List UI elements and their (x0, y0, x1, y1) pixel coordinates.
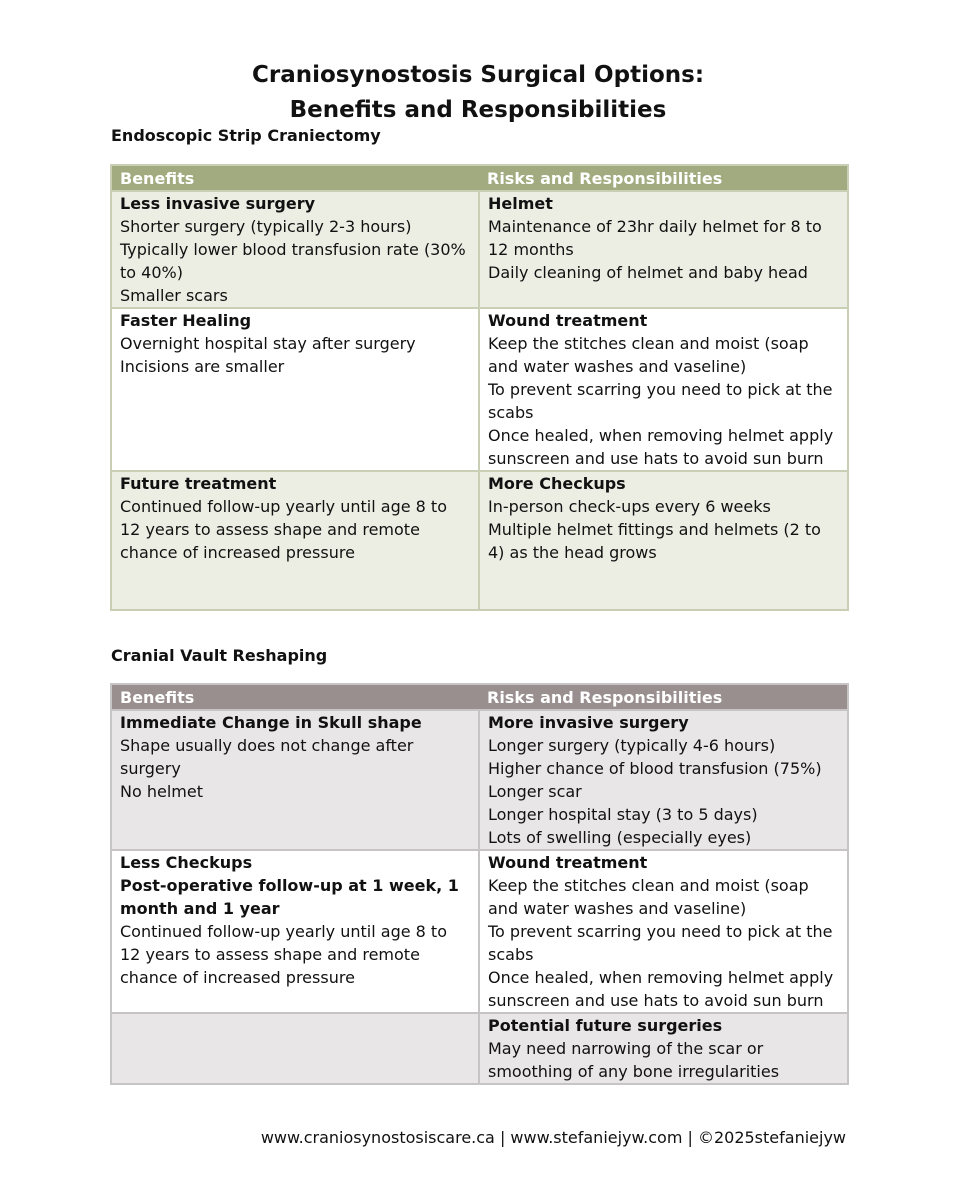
benefit-line: Shorter surgery (typically 2-3 hours) (120, 217, 412, 236)
table-row (111, 308, 848, 471)
benefit-line: Continued follow-up yearly until age 8 to 12 years to assess shape and remote chance of increased pressure (120, 497, 447, 562)
benefit-line: No helmet (120, 782, 203, 801)
risk-cell (479, 1013, 848, 1084)
benefit-heading: Less Checkups (120, 853, 253, 872)
cranial-vault-table (110, 683, 849, 1085)
page-title-line-2: Benefits and Responsibilities (289, 97, 667, 123)
table-row (111, 471, 848, 610)
risk-line: In-person check-ups every 6 weeks (488, 497, 771, 516)
risk-heading: Wound treatment (488, 311, 648, 330)
risk-heading: Potential future surgeries (488, 1016, 723, 1035)
risk-line: Longer surgery (typically 4-6 hours) (488, 736, 776, 755)
benefit-cell (111, 308, 479, 471)
risk-line: Multiple helmet fittings and helmets (2 to 4) as the head grows (488, 520, 821, 562)
benefit-line: Continued follow-up yearly until age 8 to 12 years to assess shape and remote chance of increased pressure (120, 922, 447, 987)
risk-line: Keep the stitches clean and moist (soap and water washes and vaseline) (488, 876, 809, 918)
benefit-cell-empty (111, 1013, 479, 1084)
risk-line: Once healed, when removing helmet apply sunscreen and use hats to avoid sun burn (488, 968, 834, 1010)
benefit-cell (111, 710, 479, 850)
benefit-subheading: Post-operative follow-up at 1 week, 1 month and 1 year (120, 876, 459, 918)
benefit-cell (111, 191, 479, 308)
risk-line: Maintenance of 23hr daily helmet for 8 to 12 months (488, 217, 822, 259)
table-header-row (111, 165, 848, 191)
risk-heading: More Checkups (488, 474, 626, 493)
table-row (111, 850, 848, 1013)
page-title (0, 58, 956, 128)
table-row (111, 710, 848, 850)
benefit-line: Incisions are smaller (120, 357, 285, 376)
table-row (111, 1013, 848, 1084)
risk-cell (479, 191, 848, 308)
benefit-cell (111, 850, 479, 1013)
risk-cell (479, 471, 848, 610)
benefit-heading: Faster Healing (120, 311, 252, 330)
benefit-heading: Immediate Change in Skull shape (120, 713, 422, 732)
table-header-row (111, 684, 848, 710)
benefit-heading: Future treatment (120, 474, 277, 493)
section-title-endoscopic: Endoscopic Strip Craniectomy (111, 126, 381, 145)
risk-line: Daily cleaning of helmet and baby head (488, 263, 808, 282)
risk-cell (479, 850, 848, 1013)
risk-line: To prevent scarring you need to pick at the scabs (488, 380, 833, 422)
risk-heading: Wound treatment (488, 853, 648, 872)
benefit-cell (111, 471, 479, 610)
benefit-line: Shape usually does not change after surgery (120, 736, 414, 778)
risk-heading: Helmet (488, 194, 553, 213)
benefit-line: Overnight hospital stay after surgery (120, 334, 416, 353)
footer-links: www.craniosynostosiscare.ca | www.stefaniejyw.com | ©2025stefaniejyw (260, 1128, 846, 1147)
header-benefits: Benefits (111, 165, 479, 191)
section-title-cranial-vault: Cranial Vault Reshaping (111, 646, 328, 665)
header-risks: Risks and Responsibilities (479, 165, 848, 191)
table-row (111, 191, 848, 308)
header-benefits: Benefits (111, 684, 479, 710)
risk-cell (479, 308, 848, 471)
benefit-heading: Less invasive surgery (120, 194, 316, 213)
risk-line: Longer hospital stay (3 to 5 days) (488, 805, 758, 824)
risk-line: To prevent scarring you need to pick at the scabs (488, 922, 833, 964)
header-risks: Risks and Responsibilities (479, 684, 848, 710)
risk-line: Once healed, when removing helmet apply sunscreen and use hats to avoid sun burn (488, 426, 834, 468)
risk-line: May need narrowing of the scar or smoothing of any bone irregularities (488, 1039, 780, 1081)
risk-heading: More invasive surgery (488, 713, 689, 732)
risk-line: Lots of swelling (especially eyes) (488, 828, 752, 847)
endoscopic-table (110, 164, 849, 611)
risk-cell (479, 710, 848, 850)
benefit-line: Smaller scars (120, 286, 228, 305)
risk-line: Keep the stitches clean and moist (soap and water washes and vaseline) (488, 334, 809, 376)
risk-line: Higher chance of blood transfusion (75%) (488, 759, 822, 778)
page-title-line-1: Craniosynostosis Surgical Options: (251, 62, 705, 88)
risk-line: Longer scar (488, 782, 582, 801)
benefit-line: Typically lower blood transfusion rate (30% to 40%) (120, 240, 466, 282)
